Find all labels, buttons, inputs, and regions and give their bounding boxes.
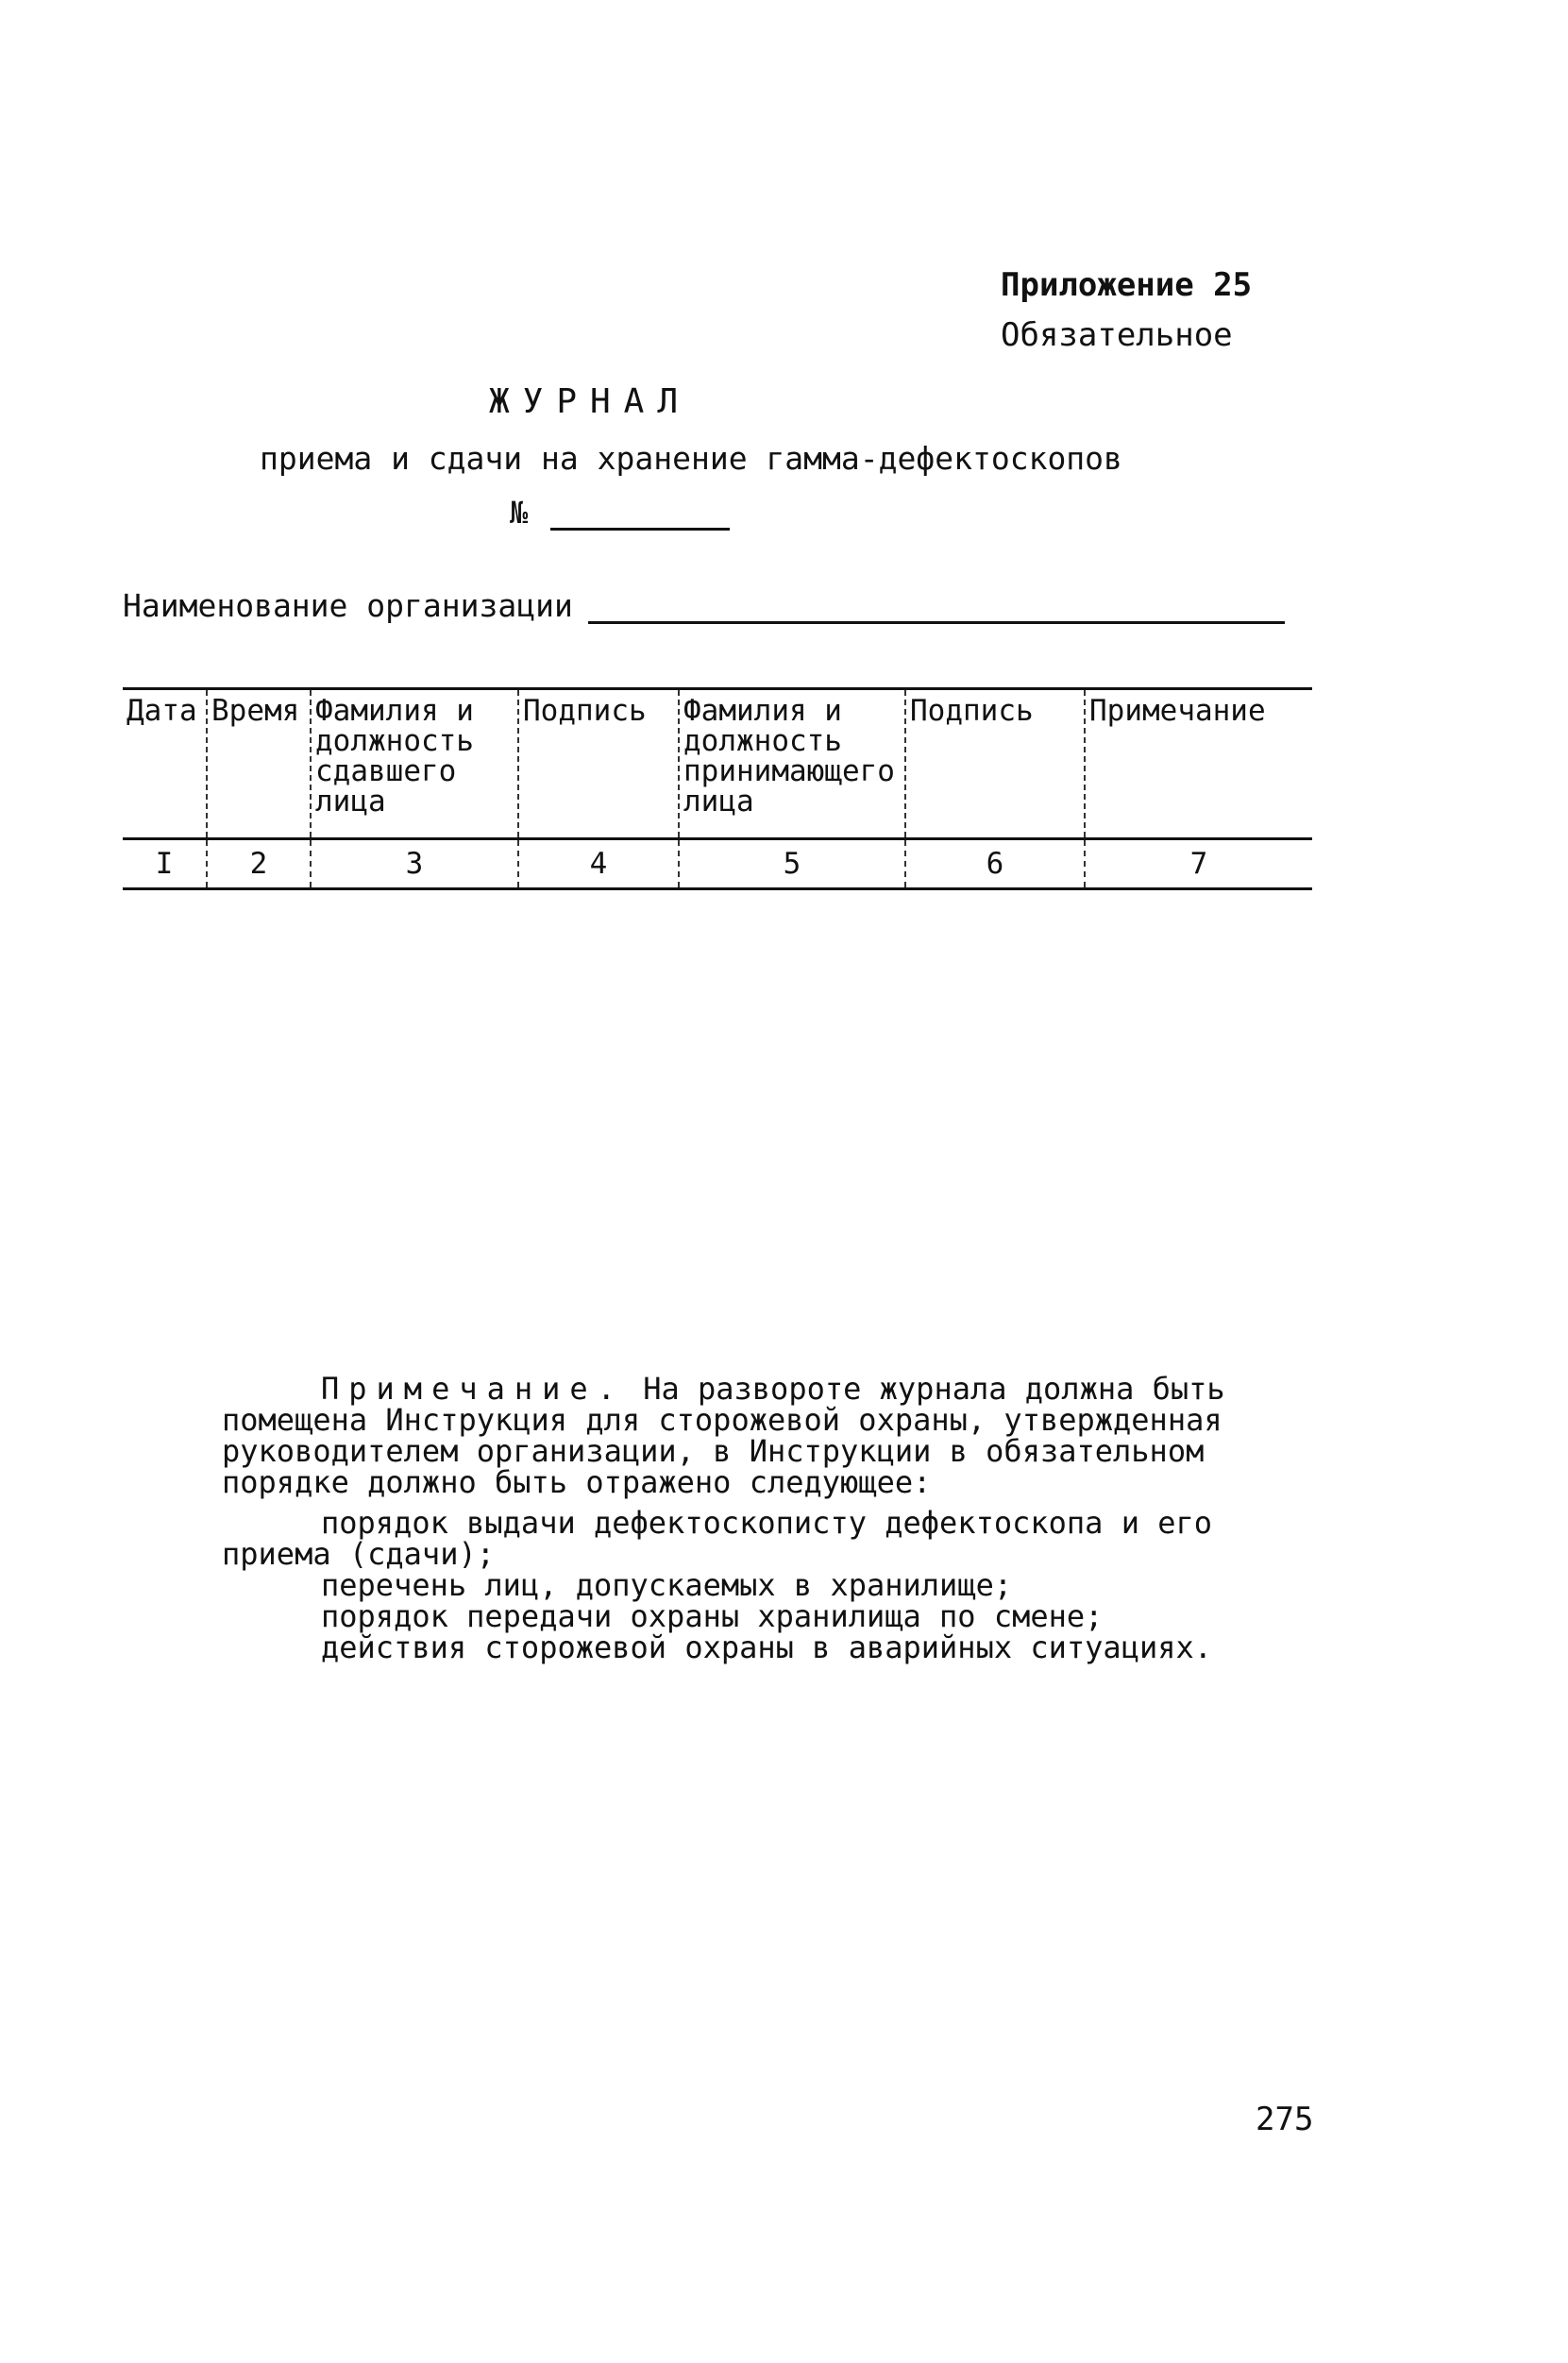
note-list-item: действия сторожевой охраны в аварийных ситуациях. bbox=[321, 1629, 1213, 1665]
note-list-item: порядок выдачи дефектоскописту дефектоскопа и его приема (сдачи); bbox=[222, 1505, 1213, 1572]
organization-line bbox=[123, 587, 1285, 624]
appendix-status: Обязательное bbox=[1001, 316, 1233, 354]
column-number: 7 bbox=[1085, 839, 1312, 889]
column-number: 3 bbox=[311, 839, 518, 889]
column-header-handed-over-by: Фамилия и должность сдавшего лица bbox=[311, 689, 518, 839]
column-number: 5 bbox=[679, 839, 905, 889]
note-label: Примечание. bbox=[321, 1371, 625, 1407]
column-number: 4 bbox=[518, 839, 679, 889]
journal-subtitle: приема и сдачи на хранение гамма-дефектоскопов bbox=[260, 440, 1122, 477]
journal-number-blank bbox=[550, 501, 730, 531]
column-header-remark: Примечание bbox=[1085, 689, 1312, 839]
table-header-row bbox=[123, 689, 1312, 839]
organization-label: Наименование организации bbox=[123, 587, 573, 624]
note-list-item: перечень лиц, допускаемых в хранилище; bbox=[321, 1567, 1013, 1603]
column-header-date: Дата bbox=[123, 689, 207, 839]
column-header-received-by: Фамилия и должность принимающего лица bbox=[679, 689, 905, 839]
number-sign: № bbox=[510, 495, 529, 531]
note-list-item: порядок передачи охраны хранилища по смене; bbox=[321, 1598, 1104, 1634]
journal-title: ЖУРНАЛ bbox=[488, 382, 692, 421]
page-number: 275 bbox=[1256, 2101, 1314, 2138]
appendix-label: Приложение 25 bbox=[1001, 266, 1253, 304]
note-block bbox=[222, 1371, 1293, 1665]
table-number-row bbox=[123, 839, 1312, 889]
column-number: 6 bbox=[905, 839, 1085, 889]
column-number: I bbox=[123, 839, 207, 889]
column-header-signature-2: Подпись bbox=[905, 689, 1085, 839]
note-list bbox=[222, 1505, 1293, 1665]
column-number: 2 bbox=[207, 839, 311, 889]
column-header-signature-1: Подпись bbox=[518, 689, 679, 839]
column-header-time: Время bbox=[207, 689, 311, 839]
organization-blank bbox=[588, 593, 1285, 624]
note-text: На развороте журнала должна быть помещена Инструкция для сторожевой охраны, утвержденная руководителем организации, в Инструкции в обязательном порядке должно быть отражено следующее: bbox=[222, 1371, 1225, 1500]
journal-table bbox=[123, 687, 1312, 890]
journal-number-line bbox=[510, 495, 730, 531]
note-paragraph bbox=[222, 1371, 1293, 1500]
